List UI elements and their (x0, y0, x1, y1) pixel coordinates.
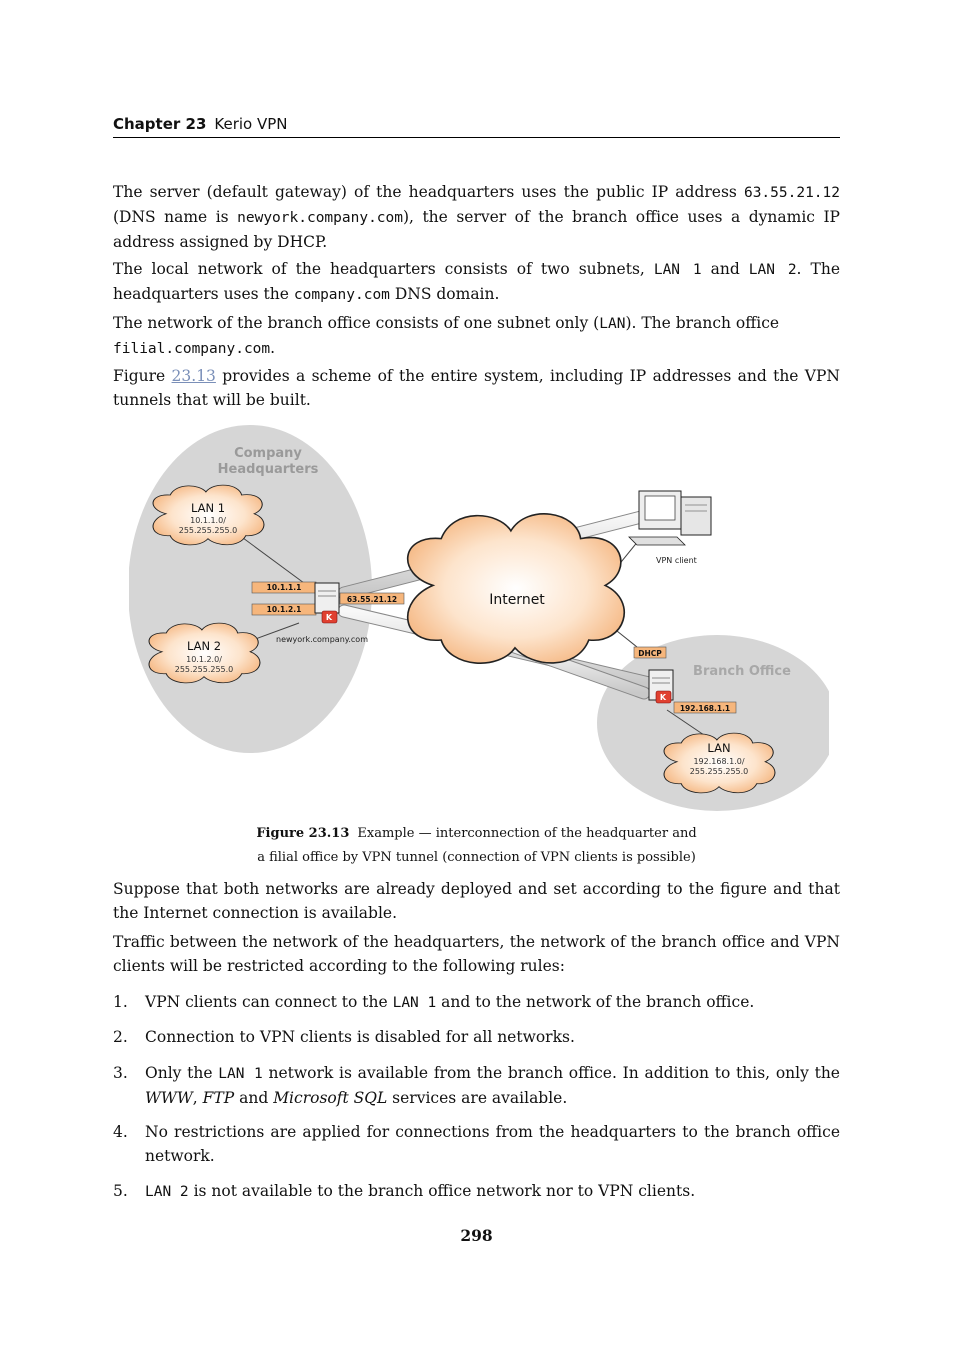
text: . (270, 339, 276, 357)
dns-name: newyork.company.com (237, 210, 403, 226)
lan-1-mask: 255.255.255.0 (178, 526, 238, 535)
list-number: 4. (113, 1123, 128, 1141)
hq-label-line1: Company (234, 446, 302, 461)
lan-2-mask: 255.255.255.0 (174, 665, 234, 674)
text: The server (default gateway) of the headquarters uses the public IP address (113, 183, 744, 201)
list-item-3 (113, 1061, 840, 1110)
branch-lan-mask: 255.255.255.0 (689, 767, 749, 776)
svg-text:10.1.1.1: 10.1.1.1 (266, 583, 302, 592)
running-header (113, 114, 840, 138)
list-number: 3. (113, 1064, 128, 1082)
svg-text:10.1.2.1: 10.1.2.1 (266, 605, 302, 614)
text: No restrictions are applied for connections from the headquarters to the branch office network. (145, 1123, 840, 1165)
interface-tag-10-1-2-1 (252, 604, 316, 615)
list-item-1 (113, 990, 840, 1015)
paragraph-1 (113, 180, 840, 254)
lan-2-name: LAN 2 (186, 639, 222, 653)
vpn-client-computer-icon (629, 491, 711, 545)
text: services are available. (387, 1089, 568, 1107)
lan-code: LAN 1 (392, 995, 437, 1011)
service-sql: Microsoft SQL (273, 1089, 388, 1107)
lan-code: LAN 1 (218, 1066, 263, 1082)
text: , (192, 1089, 203, 1107)
list-item-5 (113, 1179, 840, 1204)
ip-address: 63.55.21.12 (743, 185, 840, 201)
caption-line-2: a filial office by VPN tunnel (connection of VPN clients is possible) (257, 850, 696, 865)
internet-label: Internet (489, 592, 545, 608)
branch-interface-tag (674, 702, 736, 713)
text: and (701, 260, 749, 278)
hq-label-line2: Headquarters (217, 462, 319, 477)
text: The local network of the headquarters consists of two subnets, (113, 260, 654, 278)
text: network is available from the branch office. In addition to this, only the (262, 1064, 840, 1082)
branch-server-icon (649, 670, 673, 703)
figure-reference-link[interactable]: 23.13 (171, 367, 216, 385)
text: VPN clients can connect to the (145, 993, 393, 1011)
dhcp-tag (634, 647, 666, 658)
lan-1-ip: 10.1.1.0/ (190, 516, 226, 525)
lan-1-name: LAN 1 (190, 501, 226, 515)
list-item-2 (113, 1025, 840, 1049)
paragraph-2 (113, 257, 840, 307)
figure-label: Figure 23.13 (256, 826, 350, 841)
lan-2-code: LAN 2 (748, 262, 797, 278)
text: Figure (113, 367, 172, 385)
list-number: 2. (113, 1028, 128, 1046)
interface-tag-10-1-1-1 (252, 582, 316, 593)
branch-lan-ip: 192.168.1.0/ (693, 757, 745, 766)
lan-1-code: LAN 1 (653, 262, 702, 278)
text: and to the network of the branch office. (436, 993, 755, 1011)
text: Only the (145, 1064, 219, 1082)
paragraph-3 (113, 311, 840, 361)
public-ip-tag (340, 593, 404, 604)
caption-line-1: Example — interconnection of the headquarter and (357, 826, 697, 841)
list-item-4 (113, 1120, 840, 1168)
text: . The headquarters uses the (113, 260, 840, 303)
svg-text:DHCP: DHCP (638, 649, 662, 658)
svg-text:K: K (659, 693, 667, 702)
paragraph-6: Traffic between the network of the headquarters, the network of the branch office and VPN clients will be restricted according to the following rules: (113, 933, 840, 975)
branch-label: Branch Office (693, 664, 791, 679)
text: ). The branch office (625, 314, 780, 332)
vpn-client-label: VPN client (656, 556, 697, 565)
text: and (234, 1089, 274, 1107)
svg-text:63.55.21.12: 63.55.21.12 (346, 595, 398, 604)
branch-lan-name: LAN (707, 741, 731, 755)
text: ), the server of the branch office uses a dynamic IP address assigned by DHCP. (113, 208, 840, 251)
lan-code: LAN 2 (145, 1184, 189, 1200)
filial-domain-code: filial.company.com (113, 341, 271, 357)
paragraph-5: Suppose that both networks are already deployed and set according to the figure and that the Internet connection is available. (113, 880, 840, 922)
domain-code: company.com (293, 287, 390, 303)
page-number: 298 (460, 1226, 493, 1245)
service-www: WWW (145, 1089, 193, 1107)
svg-text:192.168.1.1: 192.168.1.1 (679, 704, 731, 713)
figure-caption (113, 822, 840, 870)
svg-text:K: K (325, 613, 333, 622)
service-ftp: FTP (202, 1089, 235, 1107)
text: provides a scheme of the entire system, including IP addresses and the VPN tunnels that will be built. (113, 367, 840, 409)
chapter-title: Kerio VPN (214, 115, 288, 133)
list-number: 5. (113, 1182, 128, 1200)
text: Connection to VPN clients is disabled for all networks. (145, 1028, 575, 1046)
text: (DNS name is (113, 208, 238, 226)
network-diagram (129, 425, 829, 813)
text: The network of the branch office consists of one subnet only ( (113, 314, 600, 332)
chapter-number: Chapter 23 (113, 115, 207, 133)
list-number: 1. (113, 993, 128, 1011)
lan-2-ip: 10.1.2.0/ (186, 655, 222, 664)
lan-code: LAN (599, 316, 626, 332)
hq-dns-label: newyork.company.com (276, 635, 368, 644)
text: is not available to the branch office network nor to VPN clients. (188, 1182, 696, 1200)
text: DNS domain. (389, 285, 500, 303)
paragraph-4 (113, 364, 840, 412)
